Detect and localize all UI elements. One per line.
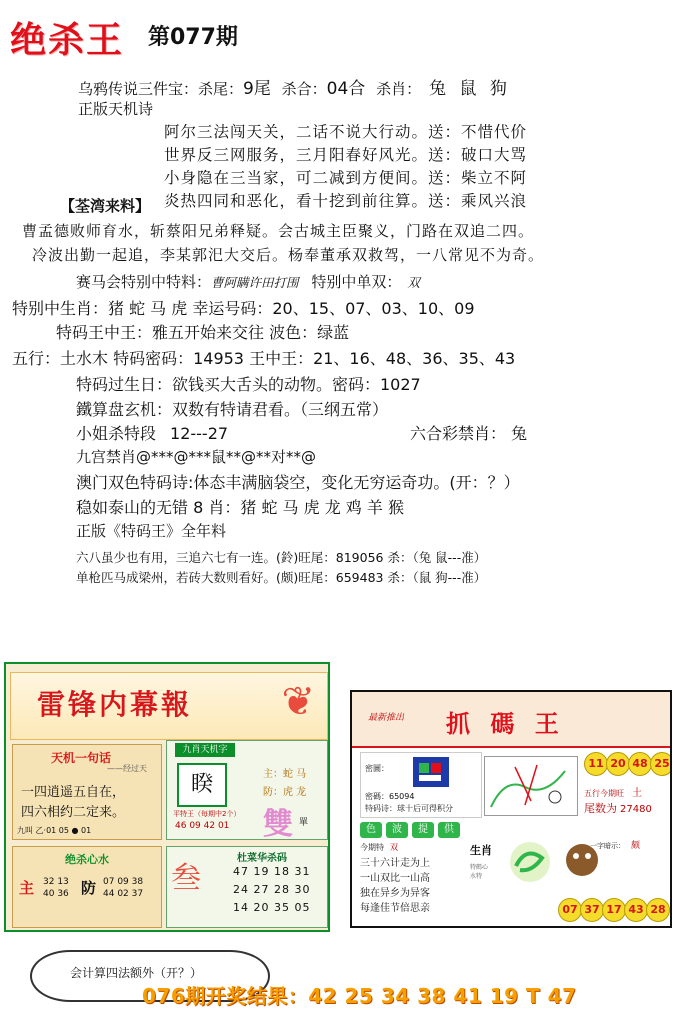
mima-logo-icon [413,757,449,787]
xiaojie-value: 12---27 [170,424,229,443]
shuang-char: 雙 [263,807,293,842]
weishu-value: 27480 [620,804,652,815]
jiuxiao-title: 九肖天机字 [175,743,235,757]
tema-text: 球十后可得积分 [397,804,453,813]
sanjianbao-label: 乌鸦传说三件宝：杀尾： [78,80,244,98]
zhuamawang-poem [360,856,430,916]
sha-he-label: 杀合： [281,80,327,98]
jiuxiao-box [166,740,328,840]
juesha-box [12,846,162,928]
tema-line [365,803,453,814]
jinqi-value: 双 [390,843,398,852]
top-ball: 25 [650,752,672,776]
mima-label: 密圖： [365,764,389,773]
poem-line: 独在异乡为异客 [360,888,430,899]
poem-line: 一山双比一山高 [360,873,430,884]
swirl-icon: ❦ [281,679,315,725]
poem-line: 每逢佳节倍思亲 [360,903,430,914]
jiuxiao-main: 主：蛇 马 [263,769,307,780]
top-ball: 48 [628,752,652,776]
liuhecai-label: 六合彩禁肖 [410,424,491,443]
leifeng-title: 雷锋内幕報 [37,688,193,721]
sha-wei: 9尾 [243,79,271,99]
zhuamawang-header [352,692,670,748]
verse-line: 冷波出勤一起追，李某郭汜大交后。杨奉董承双救驾，一八常见不为奇。 [32,246,545,264]
sha-xiao-label: 杀肖： [376,80,422,98]
poem-line: 世界反三网服务，三月阳春好风光。送：破口大骂 [164,146,528,164]
danshuang-label: 特别中单双： [311,273,402,291]
new-release-label: 最新推出 [368,713,405,723]
juesha-zhu: 主 [19,879,35,897]
yichi-value: 颇 [631,841,641,851]
tiesuanpan-line: 鐵算盘玄机：双数有特请君看。（三纲五常） [76,400,389,419]
weishu-label: 尾数为 [584,802,617,815]
top-ball: 20 [606,752,630,776]
jiuxiao-char: 睽 [177,763,227,807]
wuxing-line: 五行：土水木 特码密码：14953 王中王：21、16、48、36、35、43 [12,349,516,368]
ducaihua-row: 24 27 28 30 [233,883,311,896]
tag-provide: 提 [412,822,434,838]
annual-title: 正版《特码王》全年料 [76,522,227,540]
sketch-image [484,756,578,816]
ducaihua-row: 47 19 18 31 [233,865,311,878]
ducaihua-row: 14 20 35 05 [233,901,311,914]
zhuamawang-title: 抓 碼 王 [446,709,565,738]
tianji-small: 九叫 乙·01 05 ● 01 [17,826,92,835]
juesha-nums: 07 09 38 [103,877,144,887]
cloud-text: 会计算四法额外（开？） [70,966,203,980]
pingte-nums: 46 09 42 01 [175,821,230,831]
danshuang-value: 双 [407,275,420,290]
shengxiao-label: 生肖 [470,844,492,857]
yichi-label: 一字暗示： [590,842,625,850]
aomen-poem-line: 澳门双色特码诗:体态丰满脑袋空，变化无穷运奇功。(开：？） [76,473,520,492]
issue-number: 第077期 [148,25,238,50]
top-ball: 11 [584,752,608,776]
tema-label: 特码诗： [365,804,397,813]
tianji-poem-title: 正版天机诗 [78,100,154,118]
poem-line: 小身隐在三当家，可二减到方便间。送：柴立不阿 [164,169,528,187]
mima-box [360,752,482,818]
ducaihua-char: 叁 [171,861,201,896]
weishu-line [584,800,652,816]
wuxing-value: 土 [632,788,642,799]
tag-wave: 波 [386,822,408,838]
saimahui-line [76,271,420,292]
leifeng-card [4,662,330,932]
juesha-fang: 防 [81,879,97,897]
juesha-nums: 40 36 [43,889,69,899]
tianji-sub: ——经过天 [107,764,147,773]
tema-heart: 特碼心水特 [470,864,489,880]
tag-supply: 供 [438,822,460,838]
sketch-drawing [485,757,577,815]
bottom-ball: 28 [646,898,670,922]
jinqi-line [360,842,398,853]
liuhecai-value: ： 兔 [490,424,528,443]
bottom-ball: 43 [624,898,648,922]
tema-birthday-line: 特码过生日：欲钱买大舌头的动物。密码：1027 [76,375,421,394]
poem-line: 炎热四同和恶化，看十挖到前往算。送：乘风兴浪 [164,192,528,210]
tianji-title: 天机一句话 [51,751,112,765]
dan-char: 單 [299,818,309,828]
wencuo-line: 稳如泰山的无错 8 肖：猪 蛇 马 虎 龙 鸡 羊 猴 [76,498,404,517]
yichi-line [590,838,640,851]
tema-wangzhongwang-line: 特码王中王：雅五开始来交往 波色：绿蓝 [56,323,350,342]
verse-line: 曹孟德败师育水，斩蔡阳兄弟释疑。会古城主臣聚义，门路在双追二四。 [22,222,535,240]
poem-line: 阿尔三法闯天关，二话不说大行动。送：不惜代价 [164,123,528,141]
zhuamawang-card [350,690,672,928]
bottom-ball: 37 [580,898,604,922]
sha-xiao: 兔 鼠 狗 [429,79,511,99]
tianji-yijuhua-box [12,744,162,840]
tianji-text: 一四逍遥五自在， [21,785,126,800]
wuxing-label: 五行今期旺 土 [584,788,642,799]
saimahui-value: 曹阿瞒许田打围 [211,275,299,290]
sha-he: 04合 [326,79,366,99]
brand-title: 绝杀王 [10,19,125,61]
mima-code: 密碼：65094 [365,792,415,801]
bottom-ball: 07 [558,898,582,922]
color-tags [360,822,470,838]
tianji-text: 四六相约二定来。 [21,805,126,820]
ducaihua-title: 杜菜华杀码 [237,853,287,864]
juesha-nums: 44 02 37 [103,889,144,899]
liuhecai-line [410,421,527,444]
jiugong-line: 九宫禁肖@***@***鼠**@**对**@ [76,448,317,466]
bottom-ball: 17 [602,898,626,922]
ducaihua-box [166,846,328,928]
annual-line: 单枪匹马成梁州，若砖大数则看好。(颇)旺尾：659483 杀：（鼠 狗---准） [76,570,487,585]
annual-line: 六八虽少也有用，三追六七有一连。(鈴)旺尾：819056 杀：（兔 鼠---准） [76,550,487,565]
juesha-title: 绝杀心水 [65,853,109,866]
section-heading: 【荃湾来料】 [60,197,151,215]
sanjianbao-line [78,74,511,99]
jiuxiao-fang: 防：虎 龙 [263,787,307,798]
pingte-label: 平特王（每期中2个） [173,810,241,818]
saimahui-label: 赛马会特别中特料： [76,273,212,291]
leifeng-banner [10,672,328,740]
xiaojie-label: 小姐杀特段 [76,424,157,443]
xiaojie-line [76,421,228,444]
draw-result: 076期开奖结果：42 25 34 38 41 19 T 47 [142,984,577,1008]
poem-line: 三十六计走为上 [360,858,430,869]
juesha-nums: 32 13 [43,877,69,887]
tag-color: 色 [360,822,382,838]
shengxiao-line: 特别中生肖：猪 蛇 马 虎 幸运号码：20、15、07、03、10、09 [12,299,475,318]
jinqi-label: 今期特 [360,843,384,852]
